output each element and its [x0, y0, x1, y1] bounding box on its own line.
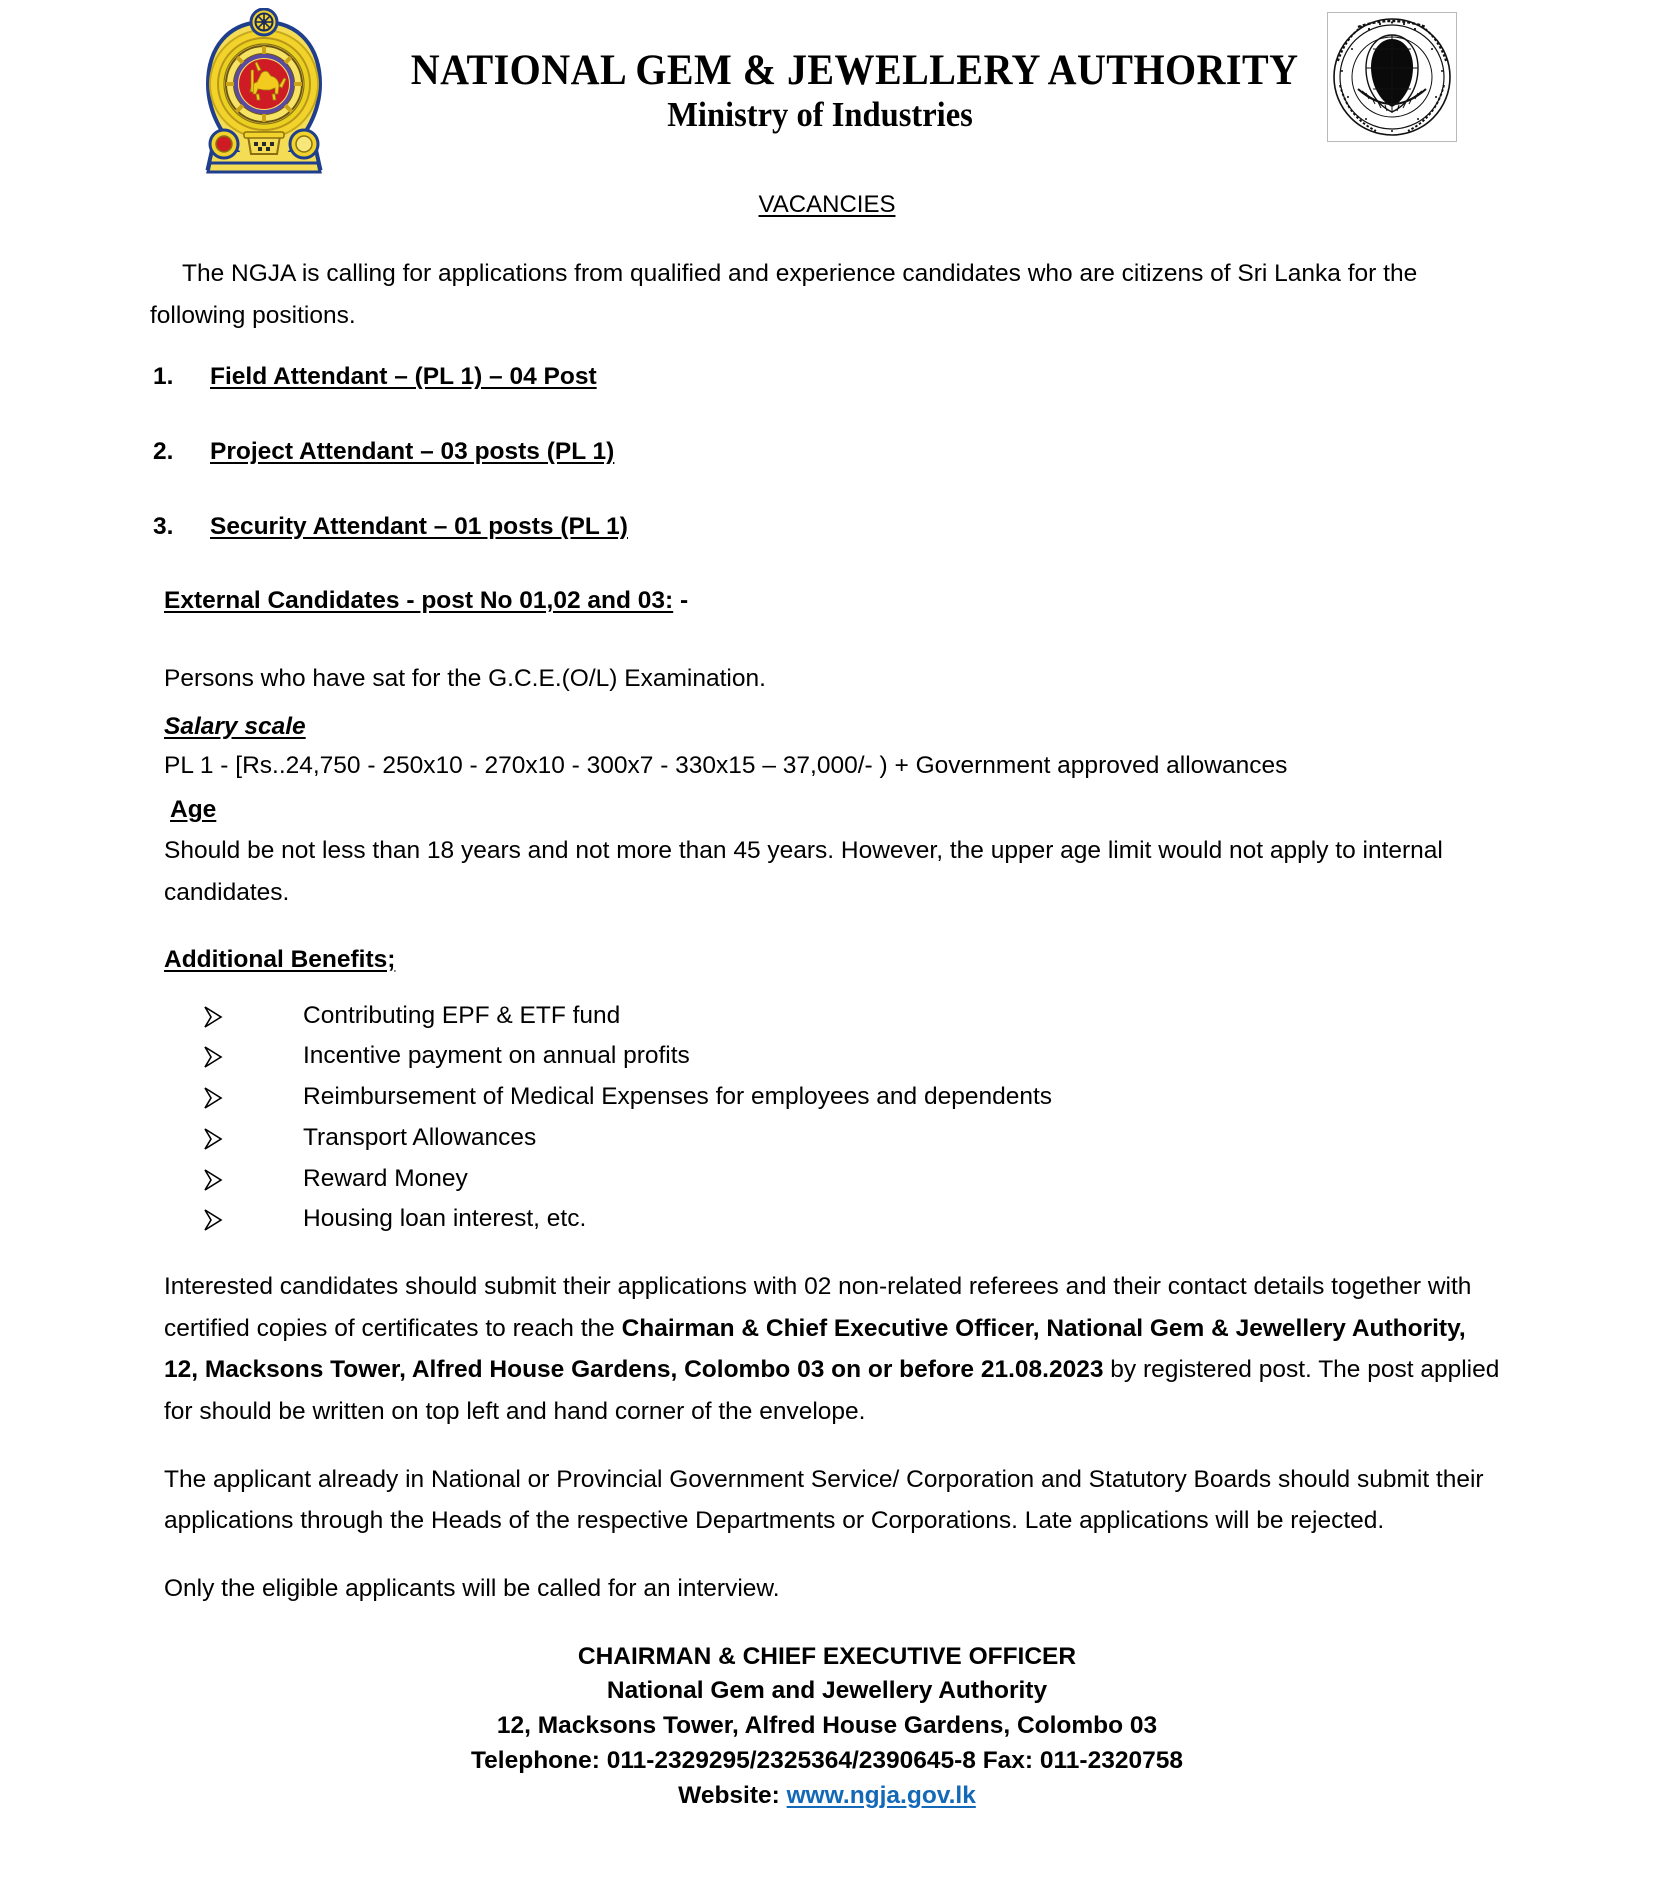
salary-scale-heading: Salary scale [164, 712, 306, 740]
signatory-address: 12, Macksons Tower, Alfred House Gardens, Colombo 03 [496, 1712, 1158, 1740]
position-label: Security Attendant – 01 posts (PL 1) [210, 512, 628, 540]
list-item [150, 1120, 1504, 1157]
arrow-bullet-icon [202, 1126, 224, 1150]
arrow-bullet-icon [202, 1207, 224, 1231]
benefits-list [150, 998, 1504, 1239]
list-item [150, 1038, 1504, 1075]
application-part1: Interested candidates should submit their applications with 02 non-related referees and their contact details together with certified copies of certificates to reach the [164, 1273, 1472, 1342]
list-item [150, 998, 1504, 1035]
positions-list [150, 357, 1504, 546]
signatory-title: CHAIRMAN & CHIEF EXECUTIVE OFFICER [577, 1642, 1077, 1670]
benefit-text: Reimbursement of Medical Expenses for employees and dependents [303, 1083, 1053, 1111]
sri-lanka-national-emblem [198, 8, 330, 186]
website-link[interactable]: www.ngja.gov.lk [786, 1781, 976, 1809]
age-requirement-text: Should be not less than 18 years and not more than 45 years. However, the upper age limit would not apply to internal candidates. [164, 836, 1443, 906]
age-heading-text: Age [170, 795, 217, 823]
benefit-text: Transport Allowances [303, 1123, 537, 1151]
external-candidates-heading-text: External Candidates - post No 01,02 and 03: [164, 587, 674, 615]
position-label: Project Attendant – 03 posts (PL 1) [210, 437, 615, 465]
age-heading [150, 790, 1504, 830]
position-number: 1. [153, 363, 174, 391]
arrow-bullet-icon [202, 1044, 224, 1068]
ministry-name: Ministry of Industries [667, 95, 973, 135]
page-title [150, 186, 1504, 225]
application-instructions [150, 1266, 1504, 1433]
arrow-bullet-icon [202, 1167, 224, 1191]
list-item [150, 432, 1504, 472]
intro-paragraph: The NGJA is calling for applications from qualified and experience candidates who are citizens of Sri Lanka for the following positions. [150, 259, 1418, 329]
position-number: 2. [153, 437, 174, 465]
signatory-telephone: Telephone: 011-2329295/2325364/2390645-8 Fax: 011-2320758 [471, 1746, 1183, 1774]
list-item [150, 1079, 1504, 1116]
government-service-note: The applicant already in National or Provincial Government Service/ Corporation and Statutory Boards should submit their applications through the Heads of the respective Departments or Corporations. Late applications will be rejected. [164, 1465, 1484, 1535]
organisation-name: NATIONAL GEM & JEWELLERY AUTHORITY [410, 47, 1299, 94]
position-label: Field Attendant – (PL 1) – 04 Post [210, 363, 597, 391]
organisation-title-block [380, 47, 1299, 137]
position-number: 3. [153, 512, 174, 540]
interview-note: Only the eligible applicants will be called for an interview. [164, 1574, 780, 1602]
arrow-bullet-icon [202, 1085, 224, 1109]
list-item [150, 507, 1504, 547]
qualification-text: Persons who have sat for the G.C.E.(O/L) Examination. [164, 664, 766, 692]
list-item [150, 1201, 1504, 1238]
list-item [150, 357, 1504, 397]
document-header [0, 0, 1654, 180]
signatory-organisation: National Gem and Jewellery Authority [606, 1677, 1048, 1705]
benefit-text: Contributing EPF & ETF fund [303, 1001, 621, 1029]
list-item [150, 1161, 1504, 1198]
page-title-text: VACANCIES [758, 191, 896, 218]
benefit-text: Reward Money [303, 1164, 468, 1192]
salary-scale-value: PL 1 - [Rs..24,750 - 250x10 - 270x10 - 300x7 - 330x15 – 37,000/- ) + Government approved allowances [164, 752, 1288, 780]
arrow-bullet-icon [202, 1004, 224, 1028]
document-body [0, 186, 1654, 1813]
additional-benefits-heading-text: Additional Benefits; [164, 945, 396, 973]
website-line [150, 1779, 1504, 1814]
ngja-seal-logo [1327, 12, 1457, 142]
signature-block [150, 1640, 1504, 1814]
benefit-text: Incentive payment on annual profits [303, 1042, 690, 1070]
application-address-bold: Chairman & Chief Executive Officer, National Gem & Jewellery Authority, 12, Macksons Tower, Alfred House Gardens, Colombo 03 on or before 21.08.2023 [164, 1314, 1466, 1384]
external-candidates-heading [150, 581, 1504, 621]
benefit-text: Housing loan interest, etc. [303, 1205, 587, 1233]
additional-benefits-heading [150, 940, 1504, 980]
application-part2: by registered post. The post applied for should be written on top left and hand corner of the envelope. [164, 1356, 1500, 1425]
website-label: Website: [678, 1781, 787, 1809]
external-candidates-heading-tail: - [673, 587, 689, 615]
